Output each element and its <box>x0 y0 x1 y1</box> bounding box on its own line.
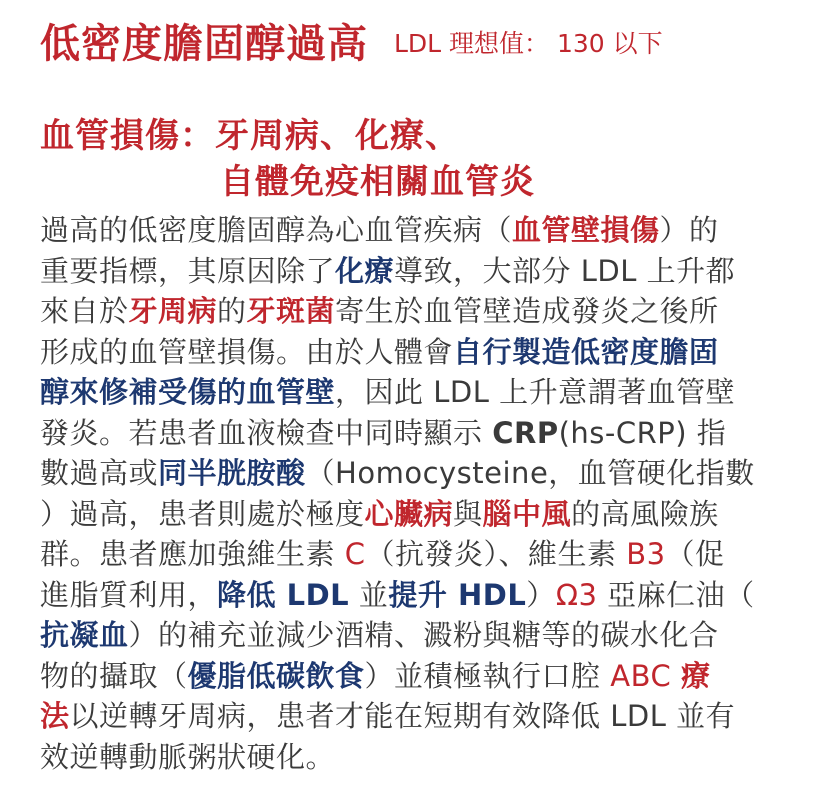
text-run: ）過高，患者則處於極度 <box>40 496 365 531</box>
highlight-term: 醇來修補受傷的血管壁 <box>40 375 336 409</box>
body-line <box>40 494 800 535</box>
text-run: 物的攝取（ <box>40 658 188 693</box>
text-run: 的 <box>217 294 247 328</box>
body-line <box>40 372 800 413</box>
text-run: 效逆轉動脈粥狀硬化。 <box>40 739 336 774</box>
text-run: （抗發炎）、維生素 <box>365 537 627 571</box>
body-line <box>40 575 800 616</box>
text-run: ）並積極執行口腔 <box>364 658 611 693</box>
text-run: 並 <box>349 577 389 612</box>
body-line <box>40 615 800 656</box>
text-run: 亞麻仁油（ <box>597 577 755 612</box>
text-run: ） <box>526 577 556 612</box>
body-line <box>40 696 800 737</box>
highlight-term: 降低 LDL <box>217 577 350 612</box>
highlight-term: 牙斑菌 <box>246 294 336 328</box>
body-line <box>40 332 800 373</box>
highlight-term: 腦中風 <box>482 496 572 531</box>
body-line <box>40 534 800 575</box>
text-run: 來自於 <box>40 294 129 328</box>
highlight-term: 提升 HDL <box>388 577 527 612</box>
ldl-target-note: LDL 理想值： 130 以下 <box>394 29 663 58</box>
title-row <box>40 12 820 69</box>
text-run: 過高的低密度膽固醇為心血管疾病（ <box>40 213 513 247</box>
body-line <box>40 413 800 454</box>
text-run: 發炎。若患者血液檢查中同時顯示 <box>40 415 493 450</box>
highlight-term: 牙周病 <box>128 294 218 328</box>
body-line <box>40 210 800 251</box>
body-line <box>40 656 800 697</box>
body-line <box>40 737 800 778</box>
text-run: 與 <box>453 496 483 531</box>
text-run <box>671 659 681 693</box>
highlight-term: 血管壁損傷 <box>512 213 660 247</box>
highlight-term: 法 <box>40 699 70 733</box>
highlight-term: 同半胱胺酸 <box>158 456 306 490</box>
body-line <box>40 453 800 494</box>
highlight-term: 心臟病 <box>364 496 454 531</box>
highlight-term: ABC <box>610 658 672 693</box>
text-run: 以逆轉牙周病，患者才能在短期有效降低 LDL 並有 <box>69 699 736 733</box>
text-run: 的高風險族 <box>571 496 719 531</box>
body-line <box>40 251 800 292</box>
highlight-term: C <box>344 537 366 571</box>
text-run: 重要指標，其原因除了 <box>40 253 336 288</box>
highlight-term: CRP <box>492 415 559 450</box>
text-run: 數過高或 <box>40 456 159 490</box>
text-run: ）的補充並減少酒精、澱粉與糖等的碳水化合 <box>128 618 719 652</box>
text-run: 寄生於血管壁造成發炎之後所 <box>335 294 719 328</box>
text-run: 導致，大部分 LDL 上升都 <box>394 253 736 288</box>
text-run: ）的 <box>659 213 719 247</box>
text-run: 進脂質利用， <box>40 577 218 612</box>
highlight-term: B3 <box>626 537 666 571</box>
body-line <box>40 291 800 332</box>
text-run: 群。患者應加強維生素 <box>40 537 345 571</box>
section-heading-line2: 自體免疫相關血管炎 <box>220 162 535 202</box>
highlight-term: 自行製造低密度膽固 <box>453 334 719 369</box>
section-heading-line1: 血管損傷：牙周病、化療、 <box>40 116 460 156</box>
highlight-term: Ω3 <box>555 577 598 612</box>
text-run: （Homocysteine，血管硬化指數 <box>305 456 755 490</box>
text-run: (hs-CRP) 指 <box>558 415 727 450</box>
page-title: 低密度膽固醇過高 <box>40 21 368 67</box>
highlight-term: 化療 <box>335 253 395 288</box>
body-paragraph <box>40 210 800 777</box>
highlight-term: 療 <box>680 658 711 693</box>
text-run: （促 <box>665 537 725 571</box>
text-run: ，因此 LDL 上升意謂著血管壁 <box>335 375 736 409</box>
highlight-term: 優脂低碳飲食 <box>187 658 365 693</box>
highlight-term: 抗凝血 <box>40 618 129 652</box>
text-run: 形成的血管壁損傷。由於人體會 <box>40 334 454 369</box>
